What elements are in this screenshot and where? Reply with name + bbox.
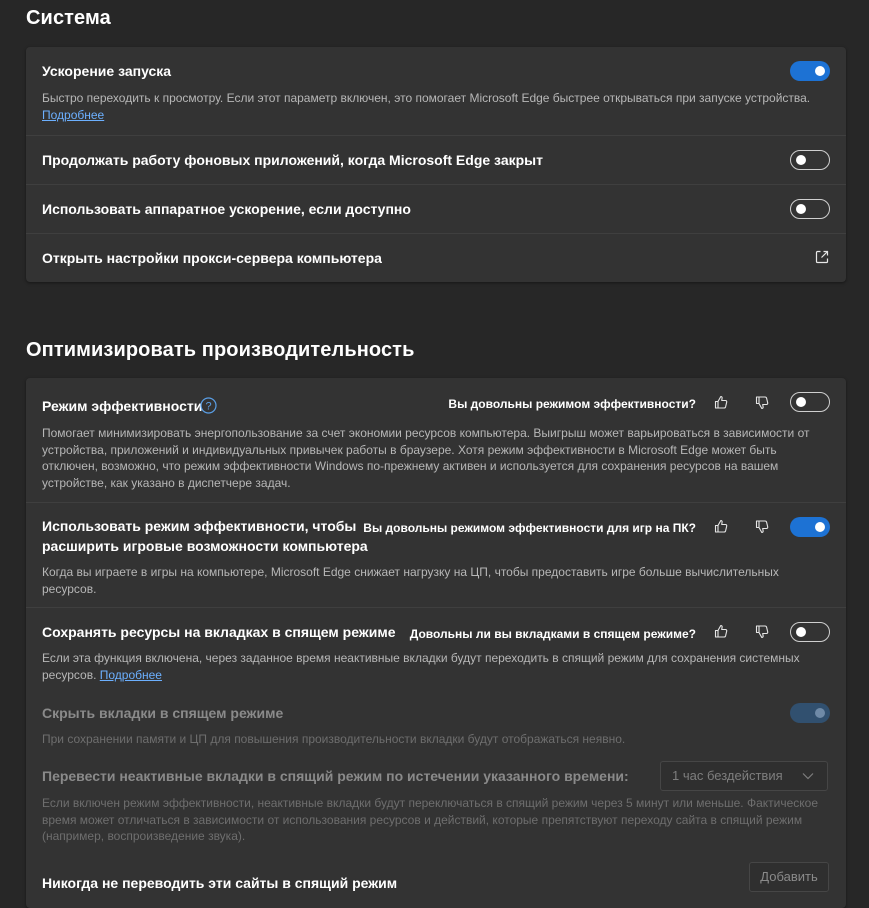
hardware-accel-row	[26, 185, 846, 233]
sleeping-tabs-row	[26, 608, 846, 908]
startup-boost-row	[26, 47, 846, 135]
performance-section-title: Оптимизировать производительность	[26, 339, 415, 361]
sleep-timeout-selected: 1 час бездействия	[672, 768, 783, 783]
sleeping-tabs-toggle[interactable]	[790, 622, 830, 642]
system-section-title: Система	[26, 7, 111, 29]
fade-sleeping-tabs-label: Скрыть вкладки в спящем режиме	[42, 705, 284, 721]
sleeping-tabs-learn-more-link[interactable]: Подробнее	[99, 667, 162, 682]
thumbs-up-icon[interactable]	[713, 623, 731, 641]
proxy-settings-row[interactable]	[26, 234, 846, 282]
sleeping-tabs-feedback-question: Довольны ли вы вкладками в спящем режиме?	[409, 627, 696, 641]
thumbs-up-icon[interactable]	[713, 394, 731, 412]
thumbs-up-icon[interactable]	[713, 518, 731, 536]
toggle-knob	[796, 155, 806, 165]
sleeping-tabs-label: Сохранять ресурсы на вкладках в спящем режиме	[42, 624, 396, 640]
never-sleep-label: Никогда не переводить эти сайты в спящий режим	[42, 875, 398, 891]
thumbs-down-icon[interactable]	[754, 624, 772, 642]
gaming-feedback-question: Вы довольны режимом эффективности для игр на ПК?	[363, 521, 696, 535]
performance-card	[26, 378, 846, 908]
startup-boost-description-text: Быстро переходить к просмотру. Если этот параметр включен, это помогает Microsoft Edge быстрее открываться при запуске устройства.	[42, 91, 811, 105]
hardware-accel-toggle[interactable]	[790, 199, 830, 219]
fade-sleeping-tabs-description: При сохранении памяти и ЦП для повышения производительности вкладки будут отображаться неявно.	[42, 732, 626, 746]
efficiency-mode-label	[42, 396, 202, 416]
proxy-settings-label: Открыть настройки прокси-сервера компьютера	[42, 250, 382, 266]
gaming-label-line1: Использовать режим эффективности, чтобы	[42, 518, 357, 534]
svg-text:?: ?	[205, 400, 212, 413]
sleeping-tabs-description	[42, 650, 832, 683]
background-apps-row	[26, 136, 846, 184]
help-icon[interactable]	[200, 397, 218, 415]
toggle-knob	[796, 397, 806, 407]
thumbs-down-icon[interactable]	[754, 395, 772, 413]
efficiency-feedback-question: Вы довольны режимом эффективности?	[448, 397, 696, 411]
add-site-button[interactable]: Добавить	[749, 862, 829, 892]
fade-sleeping-tabs-toggle[interactable]	[790, 703, 830, 723]
toggle-knob	[815, 708, 825, 718]
chevron-down-icon	[802, 772, 814, 780]
toggle-knob	[796, 204, 806, 214]
startup-boost-description	[42, 90, 832, 123]
toggle-knob	[796, 627, 806, 637]
background-apps-toggle[interactable]	[790, 150, 830, 170]
sleep-timeout-label: Перевести неактивные вкладки в спящий режим по истечении указанного времени:	[42, 768, 629, 784]
efficiency-mode-row	[26, 378, 846, 502]
toggle-knob	[815, 522, 825, 532]
thumbs-down-icon[interactable]	[754, 519, 772, 537]
hardware-accel-label: Использовать аппаратное ускорение, если доступно	[42, 201, 411, 217]
system-card	[26, 47, 846, 282]
efficiency-mode-description: Помогает минимизировать энергопользование за счет экономии ресурсов компьютера. Выигрыш может варьироваться в зависимости от устройства, приложений и индивидуальных привычек работы в браузере. Хотя режим эффективности в Microsoft Edge может быть отключен, возможно, что режим эффективности Windows по-прежнему активен и используется для сохранения ресурсов на вашем устройстве, как указано в диспетчере задач.	[42, 426, 810, 490]
efficiency-mode-toggle[interactable]	[790, 392, 830, 412]
sleep-timeout-description: Если включен режим эффективности, неактивные вкладки будут переключаться в спящий режим через 5 минут или меньше. Фактическое время может отличаться в зависимости от использования ресурсов и действий, которые препятствуют переходу сайта в спящий режим (например, воспроизведение звука).	[42, 796, 818, 843]
sleep-timeout-dropdown[interactable]	[660, 761, 828, 791]
startup-boost-toggle[interactable]	[790, 61, 830, 81]
gaming-label-line2: расширить игровые возможности компьютера	[42, 538, 368, 554]
gaming-efficiency-toggle[interactable]	[790, 517, 830, 537]
gaming-efficiency-label	[42, 516, 368, 556]
gaming-efficiency-description: Когда вы играете в игры на компьютере, Microsoft Edge снижает нагрузку на ЦП, чтобы предоставить игре больше вычислительных ресурсов.	[42, 565, 779, 596]
sleeping-tabs-description-text: Если эта функция включена, через заданное время неактивные вкладки будут переходить в спящий режим для сохранения системных ресурсов.	[42, 651, 800, 682]
efficiency-mode-label-text: Режим эффективности	[42, 398, 203, 414]
gaming-efficiency-row	[26, 503, 846, 607]
toggle-knob	[815, 66, 825, 76]
external-link-icon[interactable]	[814, 249, 832, 267]
startup-boost-label: Ускорение запуска	[42, 63, 172, 79]
background-apps-label: Продолжать работу фоновых приложений, когда Microsoft Edge закрыт	[42, 152, 543, 168]
startup-boost-learn-more-link[interactable]: Подробнее	[42, 107, 105, 122]
